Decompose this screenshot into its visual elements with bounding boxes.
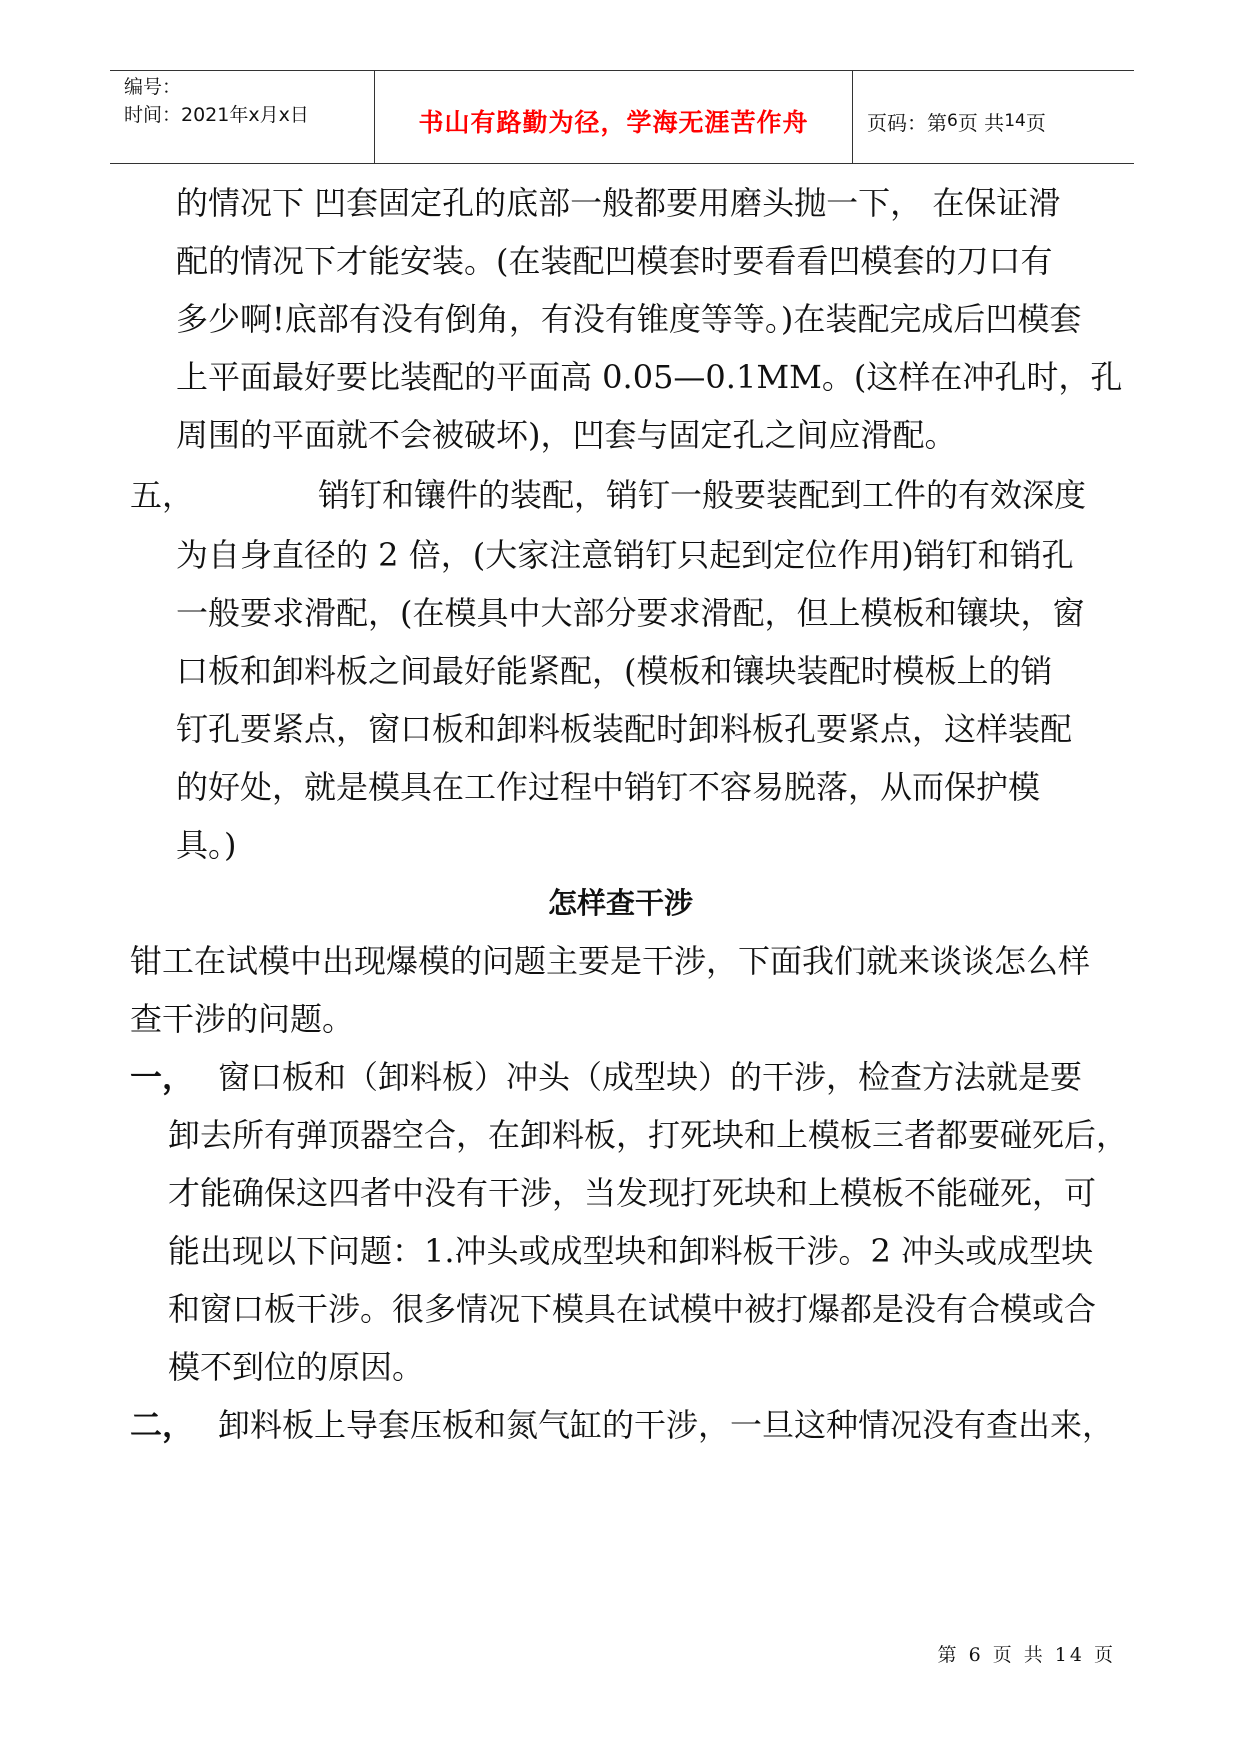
header-meta-cell bbox=[110, 71, 375, 163]
item5-label: 五， bbox=[130, 476, 195, 514]
header-page-cell bbox=[853, 71, 1134, 163]
page-mid: 页 共 bbox=[957, 110, 1005, 135]
para1-line: 上平面最好要比装配的平面高 0.05—0.1MM。(这样在冲孔时，孔 bbox=[176, 358, 1123, 396]
page-footer: 第 6 页 共 14 页 bbox=[937, 1644, 1116, 1666]
page-current: 6 bbox=[947, 111, 958, 131]
item2-first-line: 卸料板上导套压板和氮气缸的干涉，一旦这种情况没有查出来， bbox=[218, 1406, 1115, 1444]
item5-line: 为自身直径的 2 倍，(大家注意销钉只起到定位作用)销钉和销孔 bbox=[176, 536, 1074, 574]
item2-label: 二， bbox=[130, 1406, 195, 1444]
item5-first-line: 销钉和镶件的装配，销钉一般要装配到工件的有效深度 bbox=[318, 476, 1087, 514]
item1-label: 一， bbox=[130, 1058, 195, 1096]
item1-line: 才能确保这四者中没有干涉，当发现打死块和上模板不能碰死，可 bbox=[168, 1174, 1097, 1212]
page-total: 14 bbox=[1004, 111, 1026, 131]
serial-label: 编号： bbox=[124, 76, 182, 98]
header-motto-cell bbox=[375, 71, 853, 163]
item5-line: 钉孔要紧点，窗口板和卸料板装配时卸料板孔要紧点，这样装配 bbox=[176, 710, 1073, 748]
intro-line: 钳工在试模中出现爆模的问题主要是干涉，下面我们就来谈谈怎么样 bbox=[130, 942, 1091, 980]
para1-line: 周围的平面就不会被破坏)，凹套与固定孔之间应滑配。 bbox=[176, 416, 957, 454]
page-suffix: 页 bbox=[1025, 110, 1046, 135]
para1-line: 多少啊!底部有没有倒角，有没有锥度等等。)在装配完成后凹模套 bbox=[176, 300, 1082, 338]
intro-line: 查干涉的问题。 bbox=[130, 1000, 355, 1038]
section-title: 怎样查干涉 bbox=[547, 886, 693, 920]
item5-line: 的好处，就是模具在工作过程中销钉不容易脱落，从而保护模 bbox=[176, 768, 1041, 806]
header-motto: 书山有路勤为径，学海无涯苦作舟 bbox=[418, 108, 809, 137]
item1-first-line: 窗口板和（卸料板）冲头（成型块）的干涉，检查方法就是要 bbox=[218, 1058, 1083, 1096]
item5-line: 一般要求滑配，(在模具中大部分要求滑配，但上模板和镶块，窗 bbox=[176, 594, 1085, 632]
item5-line: 具。) bbox=[176, 826, 237, 864]
item1-line: 能出现以下问题：1.冲头或成型块和卸料板干涉。2 冲头或成型块 bbox=[168, 1232, 1094, 1270]
page-prefix: 页码：第 bbox=[867, 110, 947, 135]
item1-line: 模不到位的原因。 bbox=[168, 1348, 425, 1386]
item1-line: 和窗口板干涉。很多情况下模具在试模中被打爆都是没有合模或合 bbox=[168, 1290, 1097, 1328]
para1-line: 的情况下 凹套固定孔的底部一般都要用磨头抛一下， 在保证滑 bbox=[176, 184, 1061, 222]
page-header bbox=[110, 70, 1134, 164]
time-label: 时间：2021年x月x日 bbox=[124, 104, 309, 126]
item1-line: 卸去所有弹顶器空合，在卸料板，打死块和上模板三者都要碰死后， bbox=[168, 1116, 1129, 1154]
para1-line: 配的情况下才能安装。(在装配凹模套时要看看凹模套的刀口有 bbox=[176, 242, 1053, 280]
item5-line: 口板和卸料板之间最好能紧配，(模板和镶块装配时模板上的销 bbox=[176, 652, 1053, 690]
